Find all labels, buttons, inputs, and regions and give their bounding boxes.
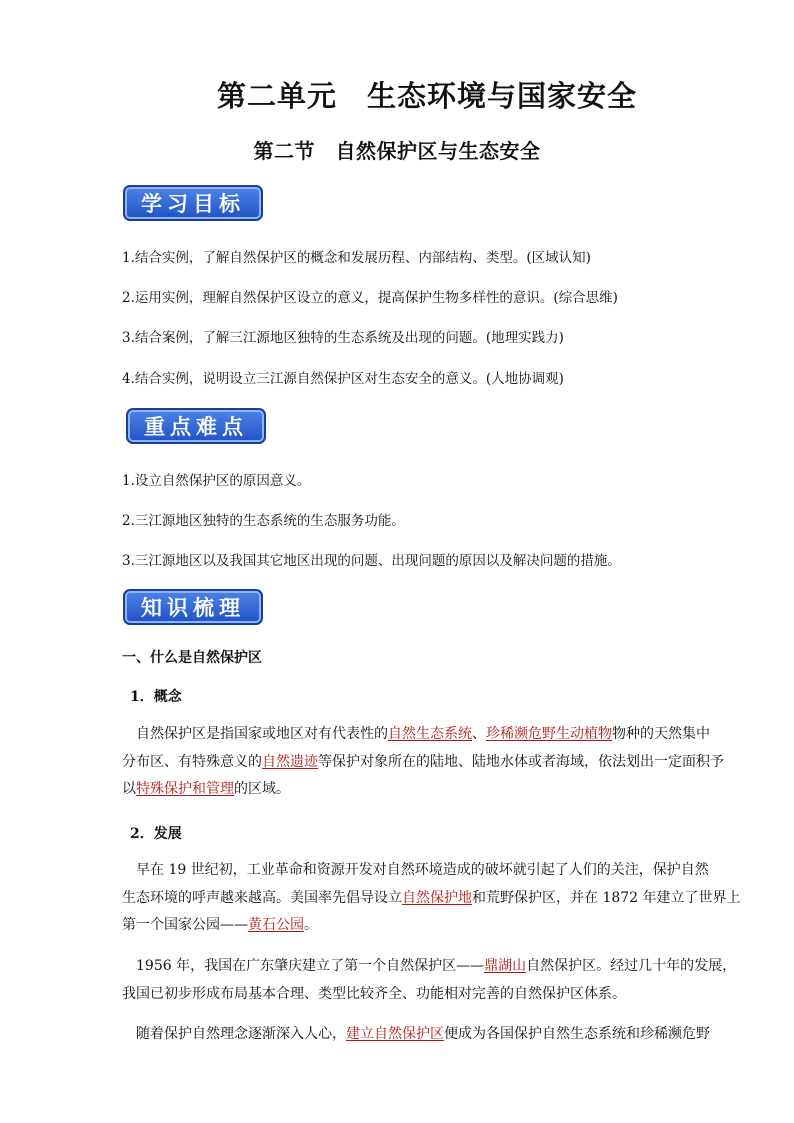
key-point-item-2: 2.三江源地区独特的生态系统的生态服务功能。	[122, 513, 405, 529]
text-segment: 自然保护区。经过几十年的发展，	[526, 958, 737, 974]
develop-heading: 2．发展	[130, 826, 182, 842]
text-segment: 1956 年，我国在广东肇庆建立了第一个自然保护区——	[136, 958, 485, 974]
concept-line-3	[122, 776, 700, 804]
develop-p1-line-2	[122, 885, 741, 913]
develop-p2-line-2: 我国已初步形成布局基本合理、类型比较齐全、功能相对完善的自然保护区体系。	[122, 985, 626, 1002]
objective-item-1: 1.结合实例，了解自然保护区的概念和发展历程、内部结构、类型。(区域认知)	[122, 250, 591, 266]
text-segment: 的区域。	[234, 781, 290, 797]
develop-p1-line-1: 早在 19 世纪初，工业革命和资源开发对自然环境造成的破坏就引起了人们的关注，保护自然	[136, 862, 709, 878]
concept-paragraph	[122, 721, 724, 804]
underlined-term: 珍稀濒危野生动植物	[486, 726, 612, 742]
objective-item-4: 4.结合实例，说明设立三江源自然保护区对生态安全的意义。(人地协调观)	[122, 371, 564, 387]
concept-line-1	[122, 721, 710, 749]
concept-line-2	[122, 749, 724, 777]
text-segment: 第一个国家公园——	[122, 917, 248, 933]
key-point-item-3: 3.三江源地区以及我国其它地区出现的问题、出现问题的原因以及解决问题的措施。	[122, 553, 621, 569]
text-segment: 自然保护区是指国家或地区对有代表性的	[136, 726, 388, 742]
text-segment: 生态环境的呼声越来越高。美国率先倡导设立	[122, 889, 402, 906]
section-title: 第二节 自然保护区与生态安全	[253, 139, 541, 163]
text-segment: 便成为各国保护自然生态系统和珍稀濒危野	[444, 1026, 710, 1042]
objectives-badge: 学习目标	[123, 185, 263, 221]
text-segment: 、	[472, 726, 486, 742]
objective-item-3: 3.结合案例，了解三江源地区独特的生态系统及出现的问题。(地理实践力)	[122, 330, 564, 346]
develop-paragraph-1	[122, 857, 741, 940]
develop-p3-line-1	[122, 1021, 710, 1049]
underlined-term: 自然生态系统	[388, 726, 472, 742]
text-segment: 分布区、有特殊意义的	[122, 753, 262, 770]
section1-heading: 一、什么是自然保护区	[122, 650, 262, 666]
key-points-badge: 重点难点	[126, 408, 266, 444]
underlined-term: 特殊保护和管理	[136, 781, 234, 797]
underlined-term: 建立自然保护区	[346, 1026, 444, 1042]
underlined-term: 自然保护地	[402, 889, 472, 906]
knowledge-badge: 知识梳理	[123, 589, 263, 625]
unit-title: 第二单元 生态环境与国家安全	[216, 79, 637, 113]
key-point-item-1: 1.设立自然保护区的原因意义。	[122, 473, 311, 489]
develop-paragraph-2	[122, 953, 737, 1008]
develop-p1-line-3	[122, 912, 700, 940]
text-segment: 物种的天然集中	[612, 726, 710, 742]
text-segment: 以	[122, 781, 136, 797]
underlined-term: 鼎湖山	[484, 958, 527, 974]
text-segment: 。	[304, 917, 318, 933]
develop-p2-line-1	[122, 953, 737, 981]
objective-item-2: 2.运用实例，理解自然保护区设立的意义，提高保护生物多样性的意识。(综合思维)	[122, 290, 618, 306]
develop-paragraph-3	[122, 1021, 710, 1049]
underlined-term: 自然遗迹	[262, 753, 318, 770]
text-segment: 随着保护自然理念逐渐深入人心，	[136, 1026, 346, 1042]
underlined-term: 黄石公园	[248, 917, 304, 933]
text-segment: 等保护对象所在的陆地、陆地水体或者海域，依法划出一定面积予	[318, 753, 724, 770]
text-segment: 和荒野保护区，并在 1872 年建立了世界上	[472, 889, 741, 906]
concept-heading: 1．概念	[130, 689, 182, 705]
